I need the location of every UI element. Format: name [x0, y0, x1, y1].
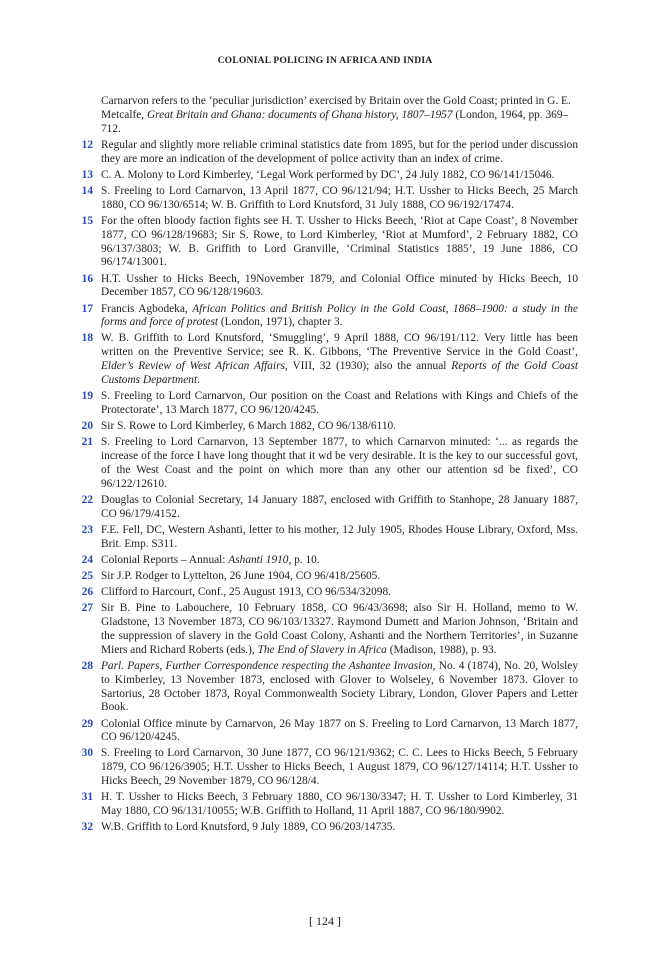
text-run: S. Freeling to Lord Carnarvon, 13 April 1877, CO 96/121/94; H.T. Ussher to Hicks Beech, 25 March 1880, CO 96/130/6514; W. B. Griffith to Lord Knutsford, 31 July 1888, CO 96/192/17474.: [101, 184, 578, 211]
text-run: Colonial Office minute by Carnarvon, 26 May 1877 on S. Freeling to Lord Carnarvon, 13 March 1877, CO 96/120/4245.: [101, 717, 578, 744]
note-text: [101, 821, 578, 835]
text-run: S. Freeling to Lord Carnarvon, 13 September 1877, to which Carnarvon minuted: ‘... as regards the increase of the force I have long thought that it wd be very desirable. It is the key to our successful govt, of the West Coast and the point on which more than any other our attention sd be fixed’, CO 96/122/12610.: [101, 436, 578, 490]
note-text: [101, 554, 578, 568]
note-text: [101, 273, 578, 301]
note-text: [101, 660, 578, 715]
text-run: Sir S. Rowe to Lord Kimberley, 6 March 1882, CO 96/138/6110.: [101, 420, 397, 433]
page-number: [ 124 ]: [309, 914, 341, 928]
note-text: [101, 185, 578, 213]
note-text: [101, 139, 578, 167]
note-text: [101, 602, 578, 657]
italic-title: The End of Slavery in Africa: [257, 643, 387, 656]
note-text: [101, 586, 578, 600]
italic-title: Ashanti 1910: [228, 553, 289, 566]
note-text: [101, 169, 578, 183]
note-number: 12: [81, 138, 93, 151]
note-item: [81, 168, 578, 183]
running-header: COLONIAL POLICING IN AFRICA AND INDIA: [217, 56, 433, 66]
note-item: [81, 821, 578, 835]
text-run: Sir J.P. Rodger to Lyttelton, 26 June 1904, CO 96/418/25605.: [101, 569, 381, 582]
note-number: 21: [81, 436, 93, 449]
note-item: [81, 420, 578, 434]
note-number: 30: [81, 747, 93, 760]
note-number: 15: [81, 214, 93, 227]
note-number: 29: [81, 717, 93, 730]
text-run: H.T. Ussher to Hicks Beech, 19November 1879, and Colonial Office minuted by Hicks Beech, 10 December 1857, CO 96/128/19603.: [101, 272, 578, 299]
text-run: W.B. Griffith to Lord Knutsford, 9 July 1889, CO 96/203/14735.: [101, 821, 396, 834]
note-text: [101, 570, 578, 584]
text-run: (London, 1971), chapter 3.: [218, 316, 343, 329]
text-run: Regular and slightly more reliable criminal statistics date from 1895, but for the period under discussion they are more an indication of the development of police activity than an index of crime.: [101, 138, 578, 165]
note-text: [101, 390, 578, 418]
note-text: [101, 215, 578, 270]
note-item: [81, 553, 578, 568]
note-item: [81, 302, 578, 331]
text-run: (Madison, 1988), p. 93.: [386, 643, 497, 656]
text-run: W. B. Griffith to Lord Knutsford, ‘Smuggling’, 9 April 1888, CO 96/191/112. Very little has been written on the Preventive Service; see R. K. Gibbons, ‘The Preventive Service in the Gold Coast’,: [101, 332, 578, 359]
note-item: [81, 493, 578, 522]
note-item: [81, 332, 579, 387]
note-item: [81, 272, 578, 301]
note-item: [81, 602, 578, 657]
note-number: 13: [81, 168, 93, 181]
note-number: 25: [81, 569, 93, 582]
note-number: 22: [81, 493, 93, 506]
note-text: [101, 791, 578, 819]
note-item: [81, 214, 578, 270]
text-run: Francis Agbodeka,: [101, 302, 193, 315]
text-run: Sir B. Pine to Labouchere, 10 February 1858, CO 96/43/3698; also Sir H. Holland, memo to W. Gladstone, 13 November 1873, CO 96/103/13327. Raymond Dumett and Marion Johnson, ‘Britain and the suppression of slavery in the Gold Coast Colony, Ashanti and the Northern Territories’, in Suzanne Miers and Richard Roberts (eds.),: [101, 602, 578, 656]
endnotes: [81, 95, 579, 837]
note-text: [101, 524, 578, 552]
note-number: 23: [81, 523, 93, 536]
note-number: 32: [81, 821, 93, 834]
note-text: [101, 332, 578, 387]
note-number: 17: [81, 302, 93, 315]
text-run: S. Freeling to Lord Carnarvon, Our position on the Coast and Relations with Kings and Chiefs of the Protectorate’, 13 March 1877, CO 96/120/4245.: [101, 390, 578, 416]
note-item: [81, 717, 578, 746]
text-run: Carnarvon refers to the ‘peculiar jurisdiction’ exercised by Britain over the Gold Coast; printed in G. E. Metcalfe,: [101, 95, 571, 121]
text-run: S. Freeling to Lord Carnarvon, 30 June 1877, CO 96/121/9362; C. C. Lees to Hicks Beech, 5 February 1879, CO 96/126/3905; H.T. Ussher to Hicks Beech, 1 August 1879, CO 96/127/14114; H.T. Ussher to Hicks Beech, 29 November 1879, CO 96/128/4.: [101, 747, 578, 788]
note-number: 18: [81, 332, 93, 345]
note-text: [101, 436, 578, 491]
note-item: [81, 791, 578, 819]
note-item: [81, 436, 578, 491]
note-item: [81, 569, 578, 584]
italic-title: Great Britain and Ghana: documents of Ghana history, 1807–1957: [146, 108, 453, 121]
note-number: 26: [81, 586, 93, 599]
note-item: [81, 390, 578, 418]
note-text: [101, 420, 578, 434]
note-text: [101, 747, 578, 788]
note-item: [81, 747, 578, 788]
note-text: [101, 303, 578, 331]
note-number: 31: [81, 791, 93, 804]
note-item: [81, 184, 578, 213]
text-run: , p. 10.: [288, 553, 320, 566]
text-run: , No. 4 (1874), No. 20, Wolsley to Kimberley, 13 November 1873, enclosed with Glover to Wolseley, 6 November 1873. Glover to Sartorius, 28 October 1873, Royal Commonwealth Society Library, London, Glover Papers and Letter Book.: [101, 659, 578, 714]
note-number: 28: [81, 659, 93, 672]
text-run: .: [197, 373, 200, 386]
note-item: [81, 586, 578, 600]
note-item: [81, 659, 578, 715]
note-text: [101, 494, 578, 522]
note-number: 19: [81, 390, 93, 403]
italic-title: Parl. Papers, Further Correspondence respecting the Ashantee Invasion: [101, 659, 433, 672]
intro-note-text: [101, 95, 571, 135]
note-item: [81, 138, 578, 167]
text-run: For the often bloody faction fights see H. T. Ussher to Hicks Beech, ‘Riot at Cape Coast’, 8 November 1877, CO 96/128/19683; Sir S. Rowe, to Lord Kimberley, ‘Riot at Mumford’, 2 February 1882, CO 96/137/3803; W. B. Griffith to Lord Granville, ‘Criminal Statistics 1885’, 19 June 1886, CO 96/174/13001.: [101, 214, 578, 269]
intro-note: [101, 95, 578, 136]
text-run: , VIII, 32 (1930); also the annual: [284, 360, 452, 373]
note-number: 16: [81, 272, 93, 285]
note-number: 14: [81, 184, 93, 197]
text-run: (London, 1964, pp. 369–712.: [101, 108, 569, 135]
notes-list: [81, 138, 579, 835]
text-run: F.E. Fell, DC, Western Ashanti, letter to his mother, 12 July 1905, Rhodes House Library, Oxford, Mss. Brit. Emp. S311.: [101, 523, 578, 550]
note-text: [101, 718, 578, 746]
italic-title: African Politics and British Policy in the Gold Coast, 1868–1900: a study in the forms and force of protest: [101, 302, 578, 329]
text-run: Douglas to Colonial Secretary, 14 January 1887, enclosed with Griffith to Stanhope, 28 January 1887, CO 96/179/4152.: [101, 493, 578, 520]
note-number: 24: [81, 553, 93, 566]
text-run: Colonial Reports – Annual:: [101, 553, 229, 566]
note-number: 20: [81, 420, 93, 433]
italic-title: Reports of the Gold Coast Customs Department: [101, 360, 579, 386]
italic-title: Elder’s Review of West African Affairs: [101, 360, 285, 373]
text-run: C. A. Molony to Lord Kimberley, ‘Legal Work performed by DC’, 24 July 1882, CO 96/141/15046.: [101, 168, 555, 181]
text-run: Clifford to Harcourt, Conf., 25 August 1913, CO 96/534/32098.: [101, 586, 391, 599]
note-number: 27: [81, 602, 93, 615]
text-run: H. T. Ussher to Hicks Beech, 3 February 1880, CO 96/130/3347; H. T. Ussher to Lord Kimberley, 31 May 1880, CO 96/131/10055; W.B. Griffith to Holland, 11 April 1887, CO 96/180/9902.: [101, 791, 578, 818]
note-item: [81, 523, 578, 552]
